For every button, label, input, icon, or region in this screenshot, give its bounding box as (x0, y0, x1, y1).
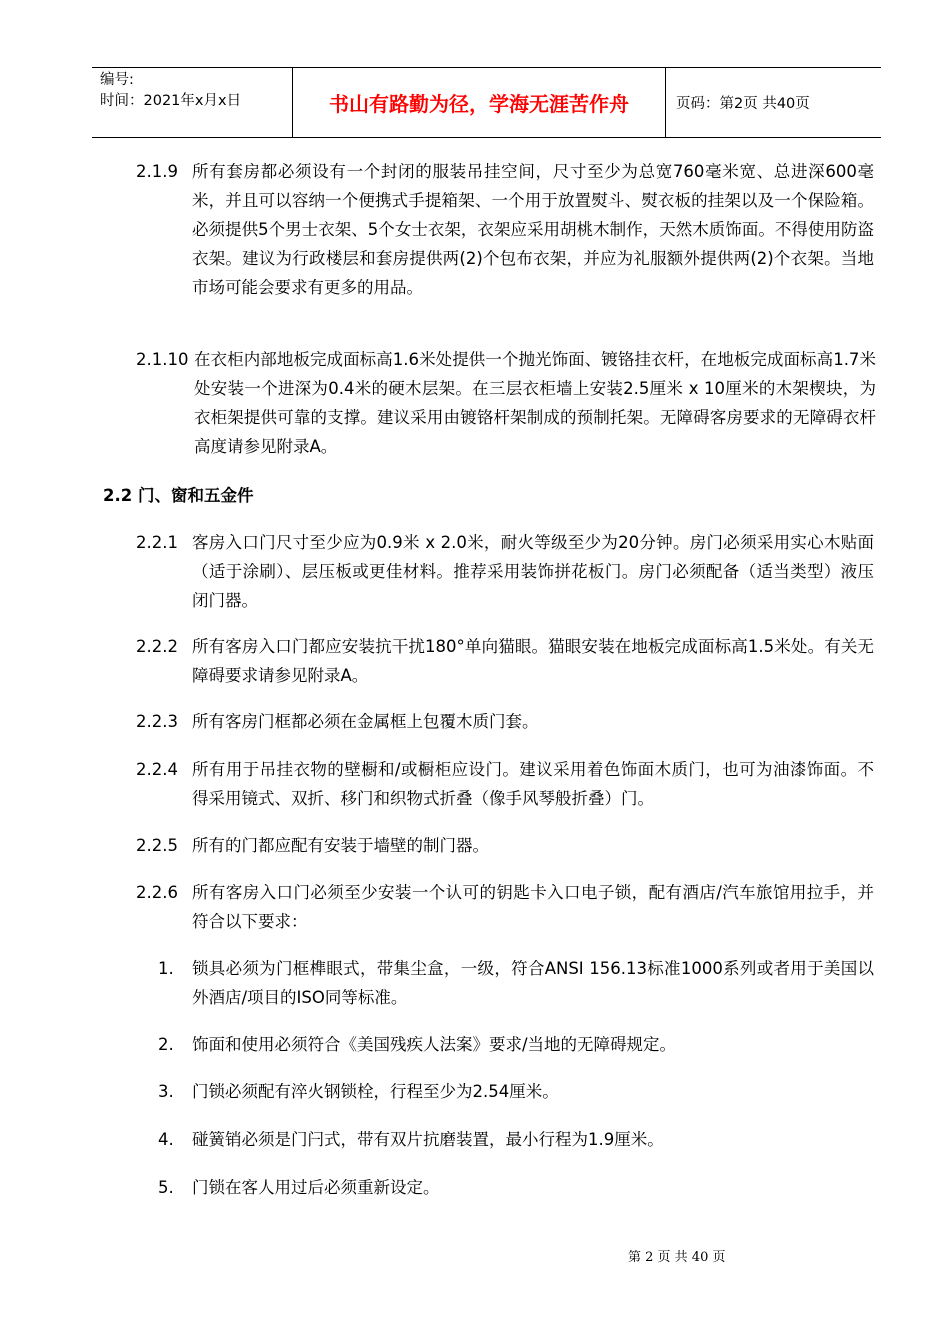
list-number: 3. (158, 1082, 174, 1101)
section-text: 所有客房门框都必须在金属框上包覆木质门套。 (192, 712, 539, 731)
page-footer: 第 2 页 共 40 页 (628, 1250, 726, 1265)
date-label: 时间：2021年x月x日 (100, 93, 242, 109)
list-item-text: 门锁在客人用过后必须重新设定。 (192, 1178, 440, 1197)
list-item-text: 饰面和使用必须符合《美国残疾人法案》要求/当地的无障碍规定。 (192, 1035, 677, 1054)
section-text: 所有套房都必须设有一个封闭的服装吊挂空间，尺寸至少为总宽760毫米宽、总进深600毫米，并且可以容纳一个便携式手提箱架、一个用于放置熨斗、熨衣板的挂架以及一个保险箱。必须提供5个男士衣架、5个女士衣架，衣架应采用胡桃木制作，天然木质饰面。不得使用防盗衣架。建议为行政楼层和套房提供两(2)个包布衣架，并应为礼服额外提供两(2)个衣架。当地市场可能会要求有更多的用品。 (192, 162, 874, 297)
section-text: 所有的门都应配有安装于墙壁的制门器。 (192, 836, 489, 855)
list-item-text: 碰簧销必须是门闩式，带有双片抗磨装置，最小行程为1.9厘米。 (192, 1130, 664, 1149)
section-text: 所有客房入口门都应安装抗干扰180°单向猫眼。猫眼安装在地板完成面标高1.5米处。有关无障碍要求请参见附录A。 (192, 637, 874, 685)
section-text: 所有用于吊挂衣物的壁橱和/或橱柜应设门。建议采用着色饰面木质门，也可为油漆饰面。不得采用镜式、双折、移门和织物式折叠（像手风琴般折叠）门。 (192, 760, 874, 808)
section-number: 2.2.1 (136, 533, 178, 552)
list-number: 5. (158, 1178, 174, 1197)
list-number: 4. (158, 1130, 174, 1149)
serial-label: 编号: (100, 72, 134, 88)
section-number: 2.2.2 (136, 637, 178, 656)
list-number: 1. (158, 959, 174, 978)
list-number: 2. (158, 1035, 174, 1054)
section-number: 2.1.9 (136, 162, 178, 181)
section-number: 2.1.10 (136, 350, 189, 369)
section-number: 2.2.6 (136, 883, 178, 902)
section-text: 在衣柜内部地板完成面标高1.6米处提供一个抛光饰面、镀铬挂衣杆，在地板完成面标高1.7米处安装一个进深为0.4米的硬木层架。在三层衣柜墙上安装2.5厘米 x 10厘米的木架楔块，为衣柜架提供可靠的支撑。建议采用由镀铬杆架制成的预制托架。无障碍客房要求的无障碍衣杆高度请参见附录A。 (194, 350, 876, 456)
list-item-text: 门锁必须配有淬火钢锁栓，行程至少为2.54厘米。 (192, 1082, 559, 1101)
list-item-text: 锁具必须为门框榫眼式，带集尘盒，一级，符合ANSI 156.13标准1000系列或者用于美国以外酒店/项目的ISO同等标准。 (192, 959, 874, 1007)
header-page-label: 页码：第2页 共40页 (676, 96, 810, 112)
section-heading: 2.2 门、窗和五金件 (103, 486, 254, 505)
section-text: 客房入口门尺寸至少应为0.9米 x 2.0米，耐火等级至少为20分钟。房门必须采用实心木贴面（适于涂刷）、层压板或更佳材料。推荐采用装饰拼花板门。房门必须配备（适当类型）液压闭门器。 (192, 533, 874, 610)
section-text: 所有客房入口门必须至少安装一个认可的钥匙卡入口电子锁，配有酒店/汽车旅馆用拉手，并符合以下要求： (192, 883, 874, 931)
header-motto: 书山有路勤为径，学海无涯苦作舟 (293, 68, 666, 137)
header-meta (92, 68, 293, 137)
section-number: 2.2.3 (136, 712, 178, 731)
section-number: 2.2.5 (136, 836, 178, 855)
page-header (92, 67, 881, 138)
section-number: 2.2.4 (136, 760, 178, 779)
